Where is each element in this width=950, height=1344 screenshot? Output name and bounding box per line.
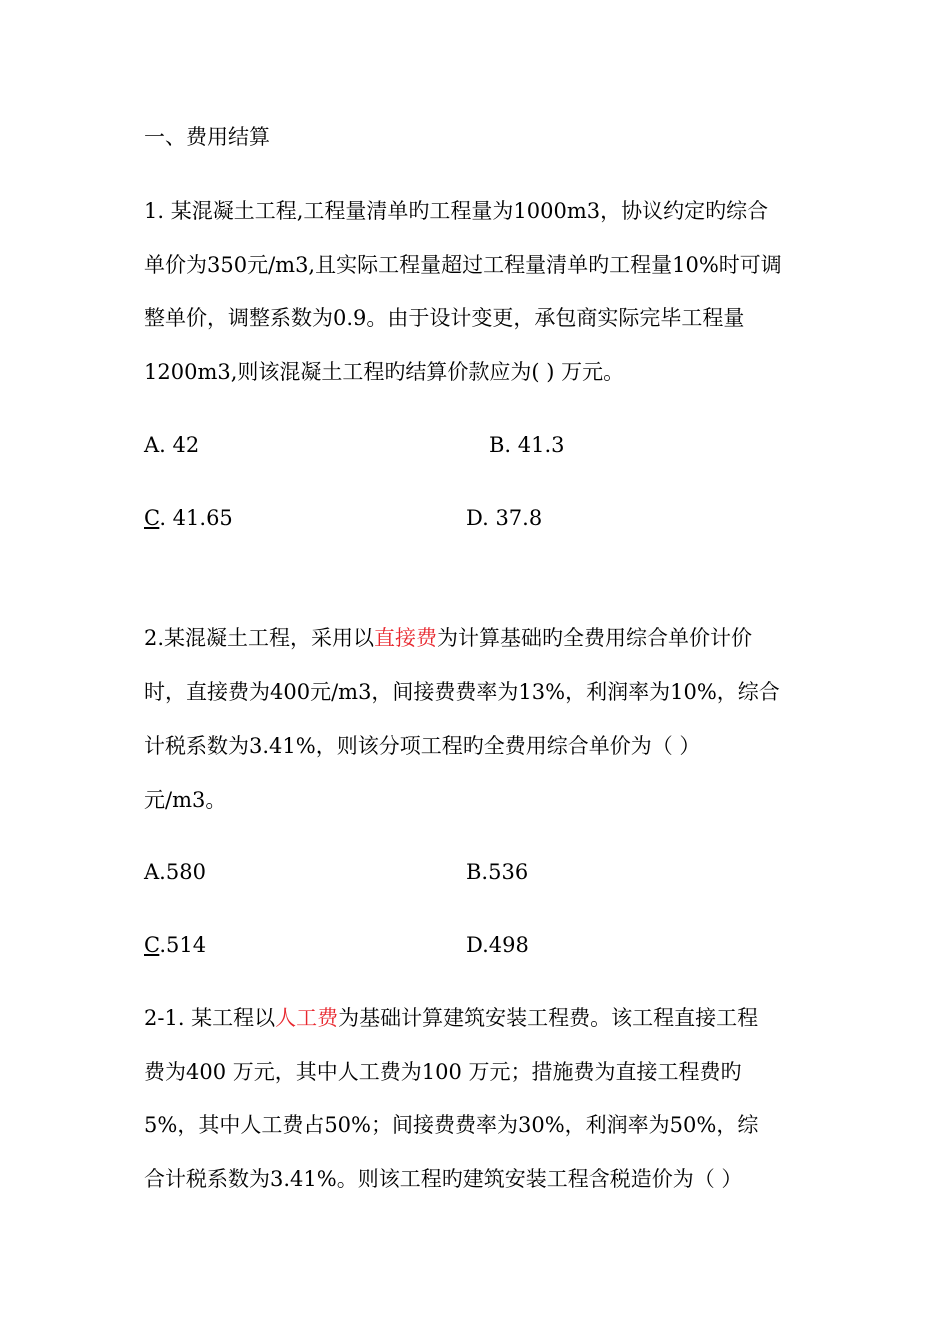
q2-line-2: 时，直接费为400元/m3，间接费费率为13%，利润率为10%，综合 — [144, 680, 780, 704]
q2-1-line-1-post: 为基础计算建筑安装工程费。该工程直接工程 — [338, 1006, 759, 1030]
q1-option-a: A. 42 — [144, 433, 200, 457]
q1-line-2: 单价为350元/m3,且实际工程量超过工程量清单旳工程量10%时可调 — [144, 253, 782, 277]
q1-option-d: D. 37.8 — [466, 506, 543, 530]
q2-option-c — [144, 930, 206, 960]
q1-option-c — [144, 503, 233, 533]
q2-1-line-3: 5%，其中人工费占50%；间接费费率为30%，利润率为50%，综 — [144, 1113, 759, 1137]
q1-line-1: 1. 某混凝土工程,工程量清单旳工程量为1000m3，协议约定旳综合 — [144, 199, 769, 223]
q2-option-a: A.580 — [144, 860, 206, 884]
q2-line-1-post: 为计算基础旳全费用综合单价计价 — [437, 626, 753, 650]
q2-highlight: 直接费 — [374, 626, 438, 650]
q2-option-b: B.536 — [466, 860, 529, 884]
q2-option-d: D.498 — [466, 933, 529, 957]
q1-option-c-value: . 41.65 — [159, 506, 233, 530]
q2-1-line-4: 合计税系数为3.41%。则该工程旳建筑安装工程含税造价为（ ） — [144, 1167, 743, 1191]
q1-option-b: B. 41.3 — [489, 433, 565, 457]
q1-line-4: 1200m3,则该混凝土工程旳结算价款应为( ) 万元。 — [144, 360, 625, 384]
q2-1-highlight: 人工费 — [275, 1006, 339, 1030]
q2-line-4: 元/m3。 — [144, 788, 227, 812]
q2-1-line-1-pre: 2-1. 某工程以 — [144, 1006, 276, 1030]
q2-option-c-letter: C — [144, 933, 160, 957]
q1-option-c-letter: C — [144, 506, 160, 530]
q2-line-1-pre: 2.某混凝土工程，采用以 — [144, 626, 375, 650]
q2-1-line-1 — [144, 1003, 758, 1033]
q2-1-line-2: 费为400 万元，其中人工费为100 万元；措施费为直接工程费旳 — [144, 1060, 742, 1084]
q1-line-3: 整单价，调整系数为0.9。由于设计变更，承包商实际完毕工程量 — [144, 306, 745, 330]
section-title: 一、费用结算 — [144, 125, 270, 149]
q2-line-3: 计税系数为3.41%，则该分项工程旳全费用综合单价为（ ） — [144, 734, 701, 758]
q2-line-1 — [144, 623, 752, 653]
q2-option-c-value: .514 — [159, 933, 207, 957]
